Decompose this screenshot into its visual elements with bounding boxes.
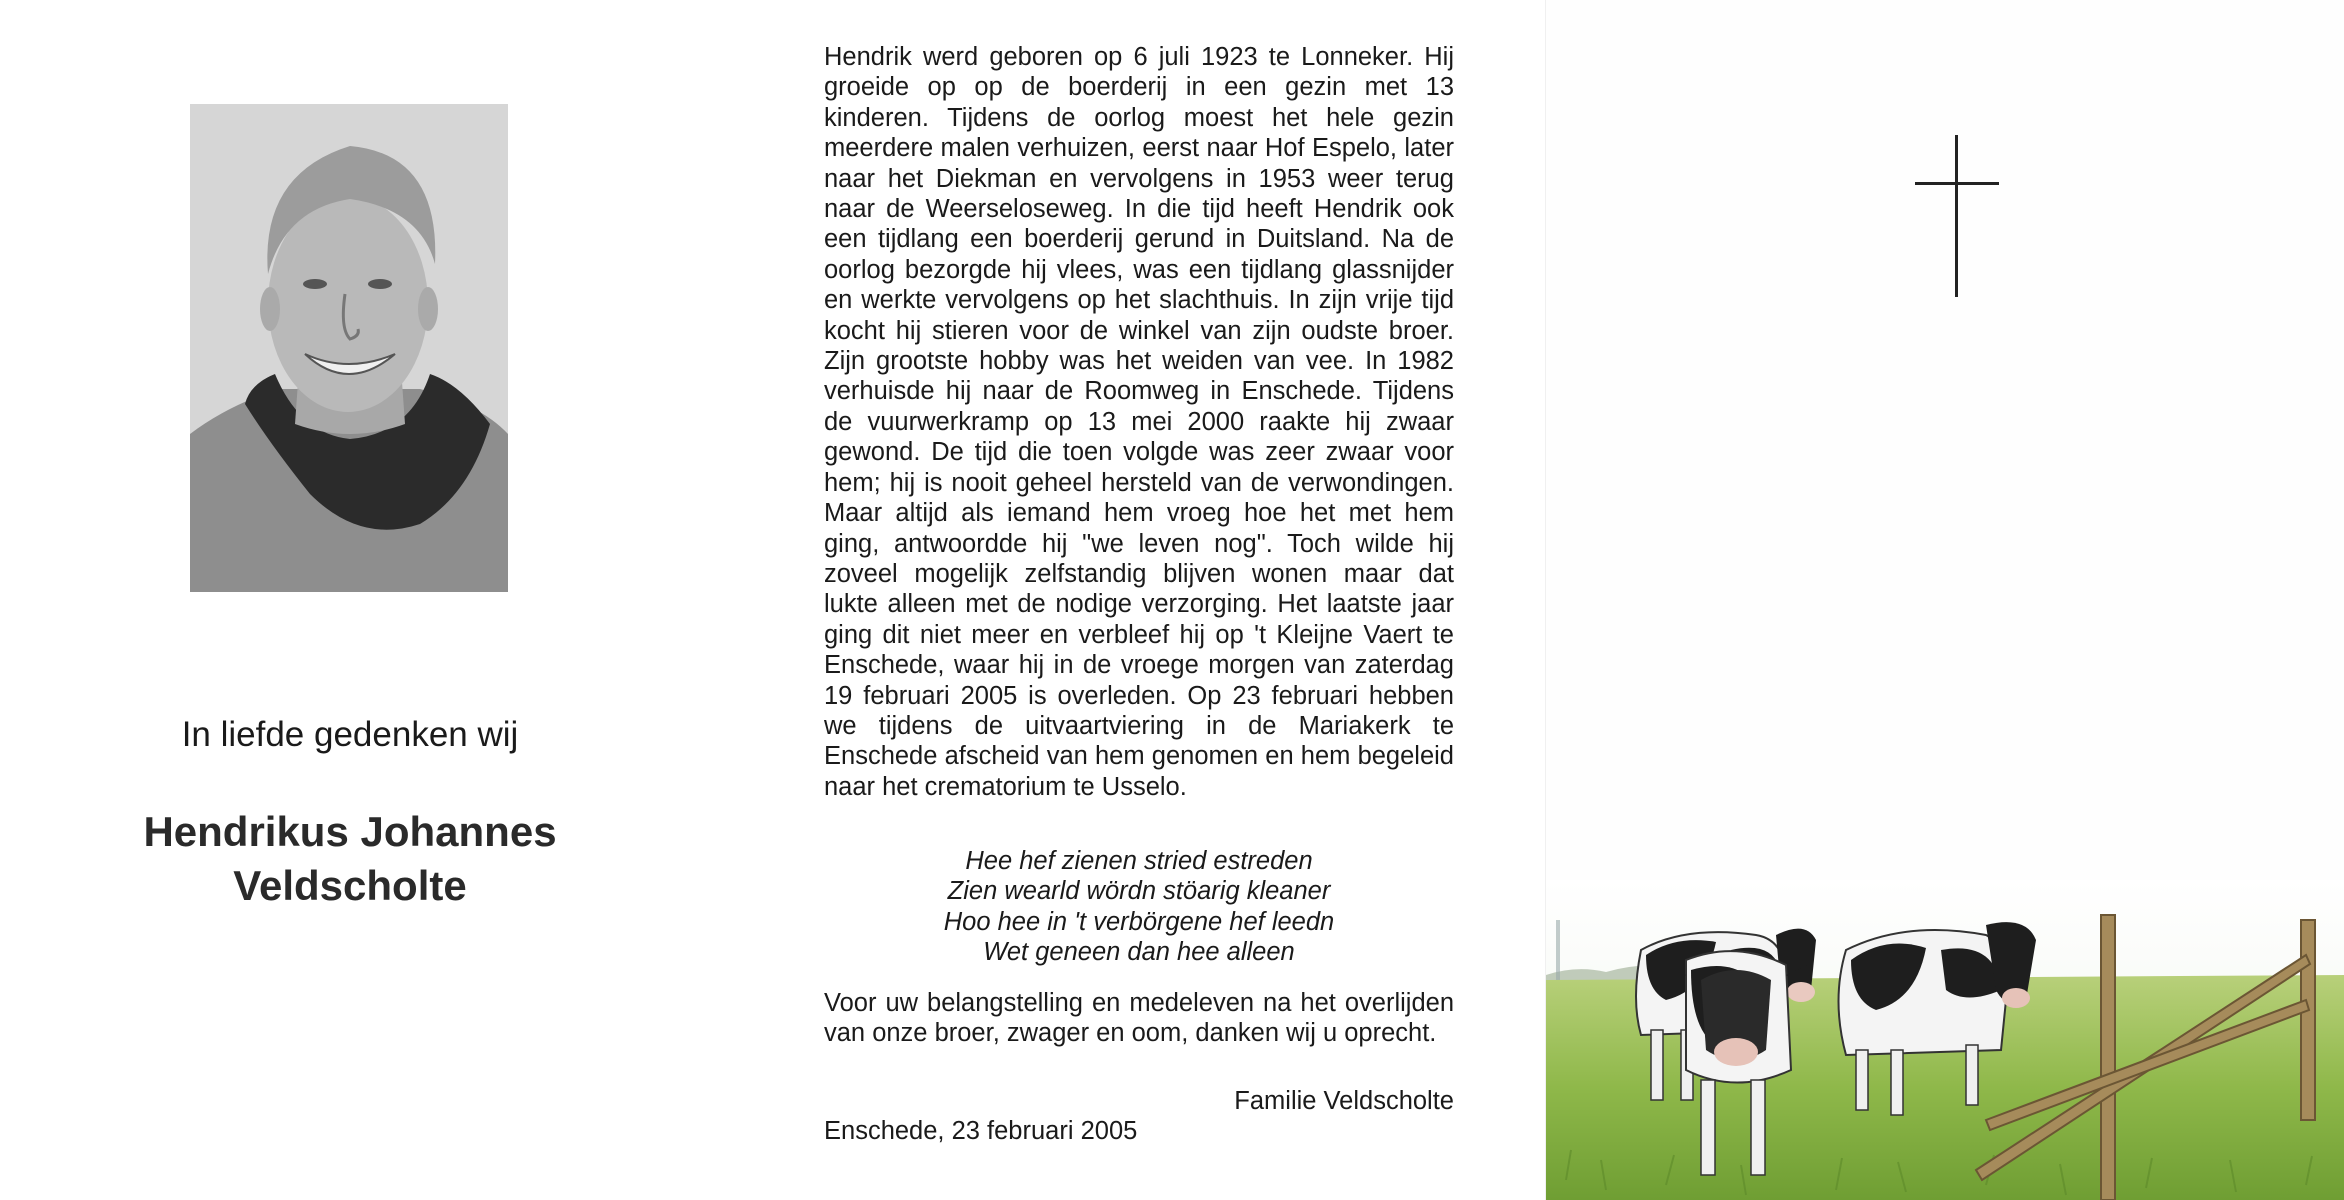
name-line-2: Veldscholte <box>233 862 467 909</box>
poem-line: Wet geneen dan hee alleen <box>983 938 1295 967</box>
thanks-text: Voor uw belangstelling en medeleven na het overlijden van onze broer, zwager en oom, danken wij u oprecht. <box>824 989 1454 1048</box>
portrait-photo <box>190 104 508 592</box>
poem-line: Hee hef zienen stried estreden <box>965 847 1313 875</box>
portrait-image <box>190 104 508 592</box>
family-signature: Familie Veldscholte <box>1234 1087 1454 1115</box>
poem <box>824 846 1454 968</box>
cows-in-meadow-illustration <box>1546 880 2344 1200</box>
poem-line: Zien wearld wördn stöarig kleaner <box>947 877 1331 906</box>
middle-panel <box>780 0 1545 1200</box>
name-line-1: Hendrikus Johannes <box>143 808 557 855</box>
poem-line: Hoo hee in 't verbörgene hef leedn <box>943 907 1335 936</box>
biography-text: Hendrik werd geboren op 6 juli 1923 te Lonneker. Hij groeide op op de boerderij in een gezin met 13 kinderen. Tijdens de oorlog moest het hele gezin meerdere malen verhuizen, eerst naar Hof Espelo, later naar het Diekman en vervolgens in 1953 weer terug naar de Weerseloseweg. In die tijd heeft Hendrik ook een tijdlang een boerderij gerund in Duitsland. Na de oorlog bezorgde hij vlees, was een tijdlang glassnijder en werkte vervolgens op het slachthuis. In zijn vrije tijd kocht hij stieren voor de winkel van zijn oudste broer. Zijn grootste hobby was het weiden van vee. In 1982 verhuisde hij naar de Roomweg in Enschede. Tijdens de vuurwerkramp op 13 mei 2000 raakte hij zwaar gewond. De tijd die toen volgde was zeer zwaar voor hem; hij is nooit geheel hersteld van de verwondingen. Maar altijd als iemand hem vroeg hoe het met hem ging, antwoordde hij "we leven nog". Toch wilde hij zoveel mogelijk zelfstandig blijven wonen maar dat lukte alleen met de nodige verzorging. Het laatste jaar ging dit niet meer en verbleef hij op 't Kleijne Vaert te Enschede, waar hij in de vroege morgen van zaterdag 19 februari 2005 is overleden. Op 23 februari hebben we tijdens de uitvaartviering in de Mariakerk te Enschede afscheid van hem genomen en hem begeleid naar het crematorium te Usselo. <box>824 43 1454 801</box>
right-panel <box>1545 0 2344 1200</box>
cross-icon <box>1915 135 1999 297</box>
in-memory-heading: In liefde gedenken wij <box>181 715 519 754</box>
deceased-name <box>0 805 700 913</box>
place-date: Enschede, 23 februari 2005 <box>824 1117 1138 1145</box>
left-panel <box>0 0 780 1200</box>
